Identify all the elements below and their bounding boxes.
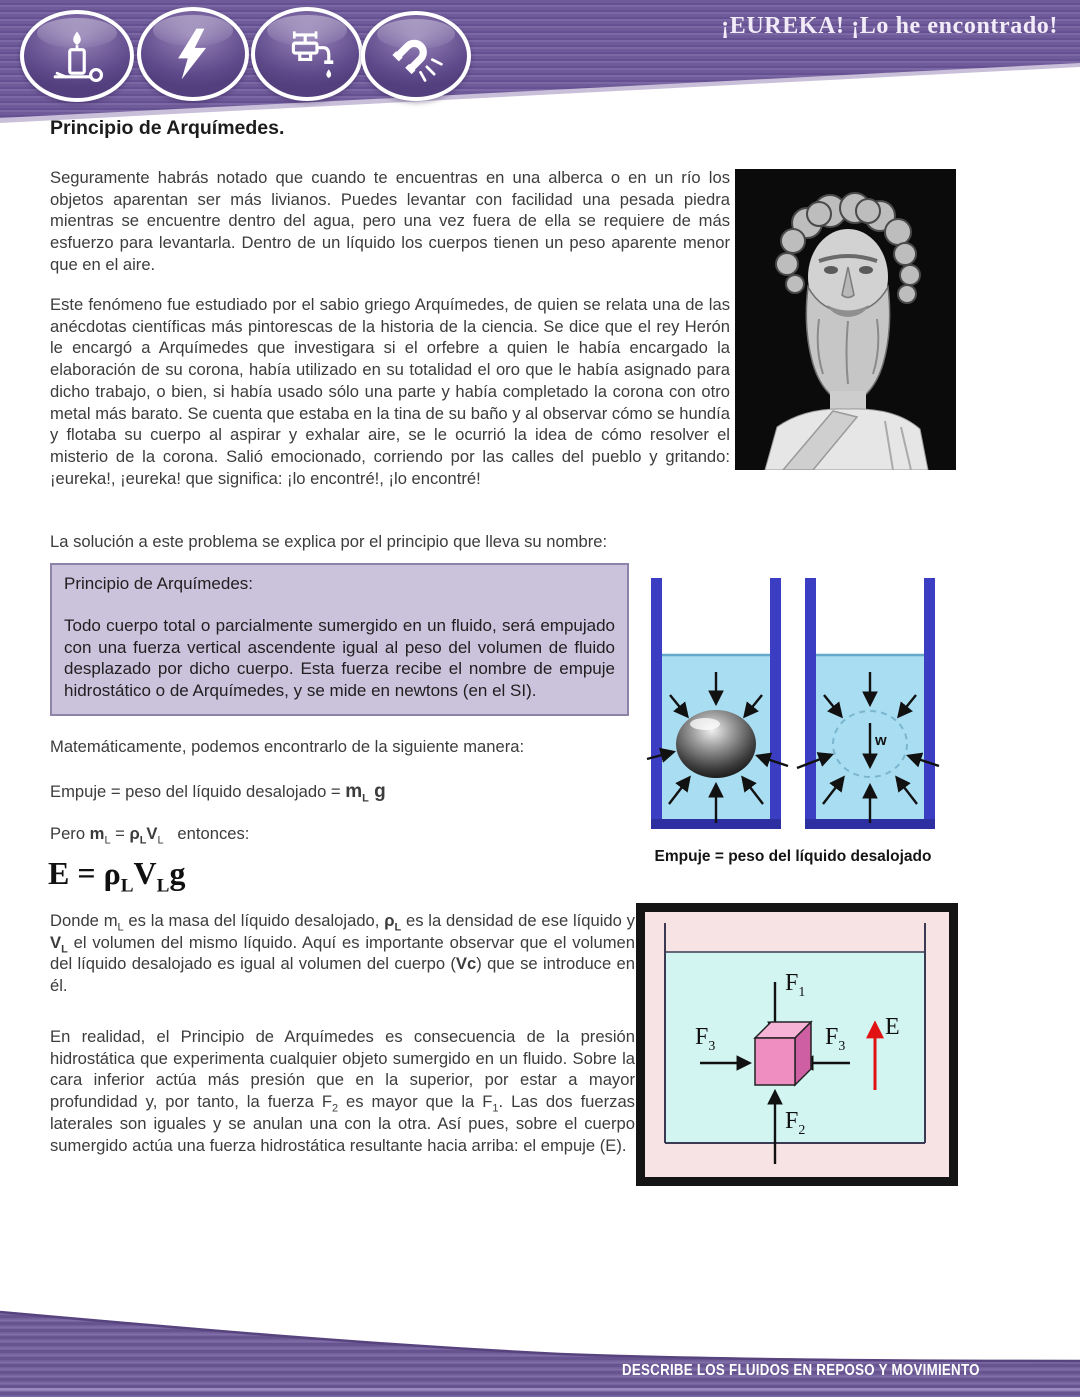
- paragraph-intro: Seguramente habrás notado que cuando te encuentras en una alberca o en un río los objetos aparentan ser más livianos. Puedes levantar con facilidad una pesada piedra mientras se encuentre dentro del agua, pero una vez fuera de ella se requiere de más esfuerzo para levantarla. Dentro de un líquido los cuerpos tienen un peso aparente menor que en el aire.: [50, 168, 730, 274]
- force-label-f3-left: $F_3$: [695, 1024, 716, 1054]
- candle-icon: [20, 10, 134, 102]
- main-formula: $E = \rho_LV_Lg$: [48, 855, 186, 897]
- magnet-glyph: [387, 26, 445, 86]
- empuje-equation: Empuje = peso del líquido desalojado = $m_L$ g: [50, 781, 386, 805]
- eureka-banner-text: ¡EUREKA! ¡Lo he encontrado!: [721, 13, 1058, 39]
- footer-title: DESCRIBE LOS FLUIDOS EN REPOSO Y MOVIMIENTO: [622, 1362, 980, 1379]
- page-title: Principio de Arquímedes.: [50, 117, 285, 139]
- paragraph-donde: Donde $m_L$ es la masa del líquido desalojado, $\rho_L$ es la densidad de ese líquido y $V_L$ el volumen del mismo líquido. Aquí es importante observar que el volumen del líquido desalojado es igual al volumen del cuerpo (Vc) que se introduce en él.: [50, 911, 635, 996]
- lightning-icon: [137, 7, 249, 101]
- paragraph-realidad: En realidad, el Principio de Arquímedes es consecuencia de la presión hidrostática que experimenta cualquier objeto sumergido en un fluido. Sobre la cara inferior actúa más presión que en la superior, por estar a mayor profundidad y, por tanto, la fuerza $F_2$ es mayor que la $F_1$. Las dos fuerzas laterales son iguales y se anulan una con la otra. Así pues, sobre el cuerpo sumergido actúa una fuerza hidrostática resultante hacia arriba: el empuje (E).: [50, 1027, 635, 1155]
- paragraph-solution: La solución a este problema se explica por el principio que lleva su nombre:: [50, 532, 608, 551]
- paragraph-anecdote: Este fenómeno fue estudiado por el sabio griego Arquímedes, de quien se relata una de las anécdotas científicas más pintorescas de la historia de la ciencia. Se dice que el rey Herón le encargó a Arquímedes que investigara si el orfebre a quien le había encargado la elaboración de su corona, había utilizado en su totalidad el oro que le había asignado para dicho trabajo, o bien, si había usado sólo una parte y había completado la corona con otro metal más barato. Se cuenta que estaba en la tina de su baño y al observar cómo se hundía y flotaba su cuerpo al aspirar y exhalar aire, se le ocurrió la idea de cómo resolver el misterio de la corona. Salió emocionado, corriendo por las calles del pueblo y gritando: ¡eureka!, ¡eureka! que significa: ¡lo encontré!, ¡lo encontré!: [50, 295, 730, 488]
- beaker-diagram: [645, 576, 941, 834]
- candle-glyph: [48, 25, 106, 87]
- weight-label: w: [875, 732, 887, 749]
- principle-box-title: Principio de Arquímedes:: [64, 574, 253, 593]
- pero-equation: Pero $m_L = \rho_LV_L$ entonces:: [50, 824, 250, 847]
- math-intro: Matemáticamente, podemos encontrarlo de la siguiente manera:: [50, 737, 525, 756]
- footer-wave: [0, 1308, 1080, 1397]
- magnet-icon: [361, 11, 471, 101]
- force-label-f2: $F_2$: [785, 1108, 806, 1138]
- principle-box-body: Todo cuerpo total o parcialmente sumergido en un fluido, será empujado con una fuerza vertical ascendente igual al peso del volumen de fluido desplazado por dicho cuerpo. Esta fuerza recibe el nombre de empuje hidrostático o de Arquímedes, y se mide en newtons (en el SI).: [64, 616, 615, 700]
- force-diagram: [636, 903, 958, 1186]
- force-label-f3-right: $F_3$: [825, 1024, 846, 1054]
- archimedes-bust-photo: [735, 169, 956, 470]
- principle-box: [50, 563, 629, 716]
- faucet-glyph: [278, 23, 336, 85]
- beaker-caption: Empuje = peso del líquido desalojado: [654, 848, 932, 865]
- lightning-glyph: [165, 23, 221, 85]
- force-label-f1: $F_1$: [785, 970, 806, 1000]
- empuje-label: E: [885, 1014, 900, 1040]
- faucet-icon: [251, 7, 363, 101]
